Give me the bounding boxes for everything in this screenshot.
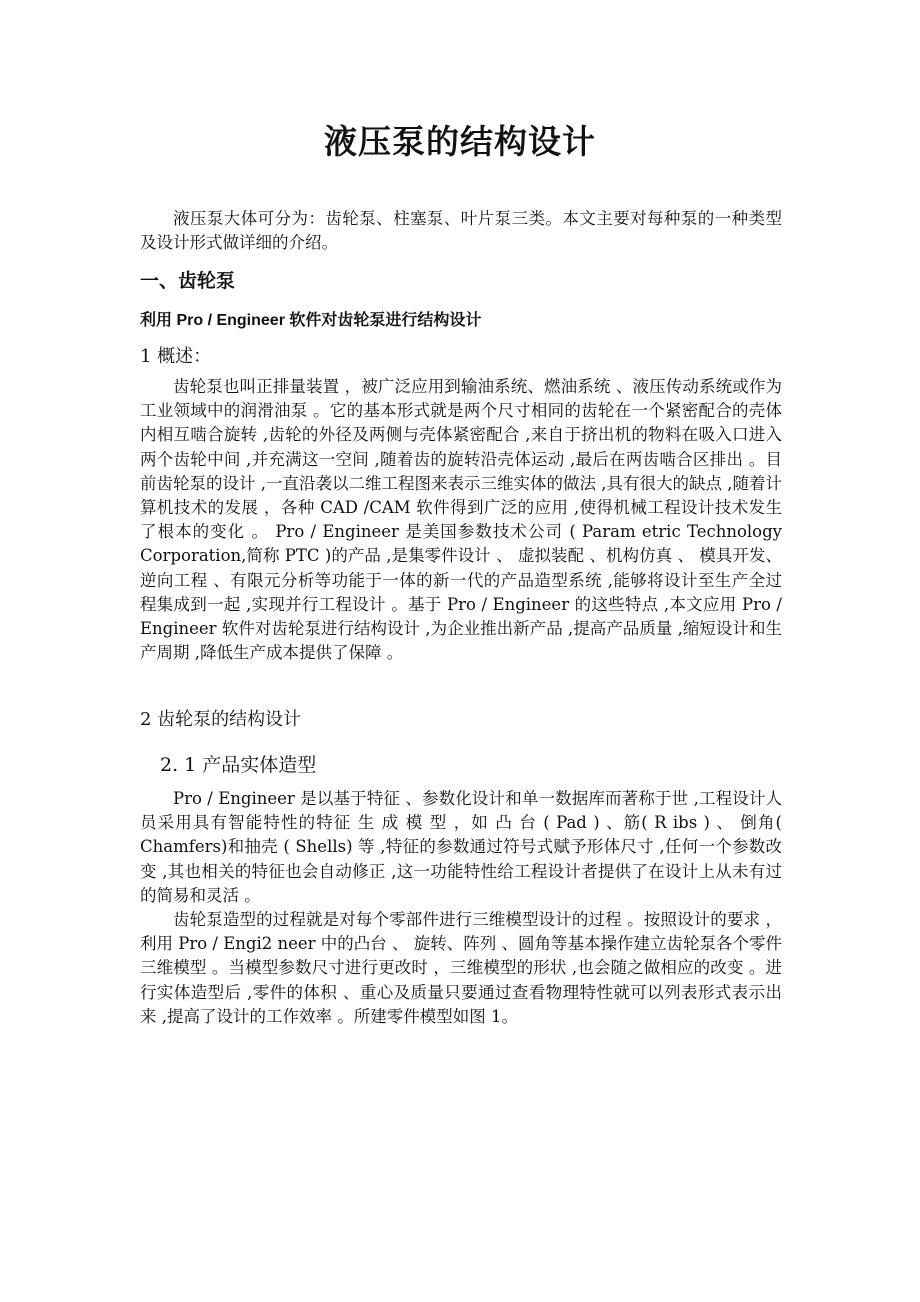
heading-overview: 1 概述：	[140, 346, 212, 367]
page-title: 液压泵的结构设计	[324, 122, 596, 161]
section-heading-gear-pump: 一、齿轮泵	[140, 270, 236, 292]
subtitle-proe-design: 利用 Pro / Engineer 软件对齿轮泵进行结构设计	[140, 312, 482, 329]
heading-solid-modeling: 2. 1 产品实体造型	[160, 754, 317, 776]
modeling-paragraph-2: 齿轮泵造型的过程就是对每个零部件进行三维模型设计的过程 。按照设计的要求 ，利用 Pro / Engi2 neer 中的凸台 、 旋转、阵列 、圆角等基本操作建立齿轮泵各个零件三维模型 。当模型参数尺寸进行更改时 ，三维模型的形状 ,也会随之做相应的改变 。进行实体造型后 ,零件的体积 、重心及质量只要通过查看物理特性就可以列表形式表示出来 ,提高了设计的工作效率 。所建零件模型如图 1。	[140, 910, 782, 1026]
overview-paragraph: 齿轮泵也叫正排量装置 ，被广泛应用到输油系统、燃油系统 、液压传动系统或作为工业领域中的润滑油泵 。它的基本形式就是两个尺寸相同的齿轮在一个紧密配合的壳体内相互啮合旋转 ,齿轮的外径及两侧与壳体紧密配合 ,来自于挤出机的物料在吸入口进入两个齿轮中间 ,并充满这一空间 ,随着齿的旋转沿壳体运动 ,最后在两齿啮合区排出 。目前齿轮泵的设计 ,一直沿袭以二维工程图来表示三维实体的做法 ,具有很大的缺点 ,随着计算机技术的发展 ，各种 CAD /CAM 软件得到广泛的应用 ,使得机械工程设计技术发生了根本的变化 。 Pro / Engineer 是美国参数技术公司 ( Param etric Technology Corporation,简称 PTC )的产品 ,是集零件设计 、 虚拟装配 、机构仿真 、 模具开发、逆向工程 、有限元分析等功能于一体的新一代的产品造型系统 ,能够将设计至生产全过程集成到一起 ,实现并行工程设计 。基于 Pro / Engineer 的这些特点 ,本文应用 Pro / Engineer 软件对齿轮泵进行结构设计 ,为企业推出新产品 ,提高产品质量 ,缩短设计和生产周期 ,降低生产成本提供了保障 。	[140, 377, 782, 663]
heading-structure-design: 2 齿轮泵的结构设计	[140, 709, 302, 730]
modeling-paragraph-1: Pro / Engineer 是以基于特征 、参数化设计和单一数据库而著称于世 ,工程设计人员采用具有智能特性的特征 生 成 模 型 ，如 凸 台 ( Pad ) 、筋( R ibs ) 、 倒角( Chamfers)和抽壳 ( Shells) 等 ,特征的参数通过符号式赋予形体尺寸 ,任何一个参数改变 ,其也相关的特征也会自动修正 ,这一功能特性给工程设计者提供了在设计上从未有过的简易和灵活 。	[140, 789, 782, 905]
intro-paragraph: 液压泵大体可分为：齿轮泵、柱塞泵、叶片泵三类。本文主要对每种泵的一种类型及设计形式做详细的介绍。	[140, 209, 782, 253]
